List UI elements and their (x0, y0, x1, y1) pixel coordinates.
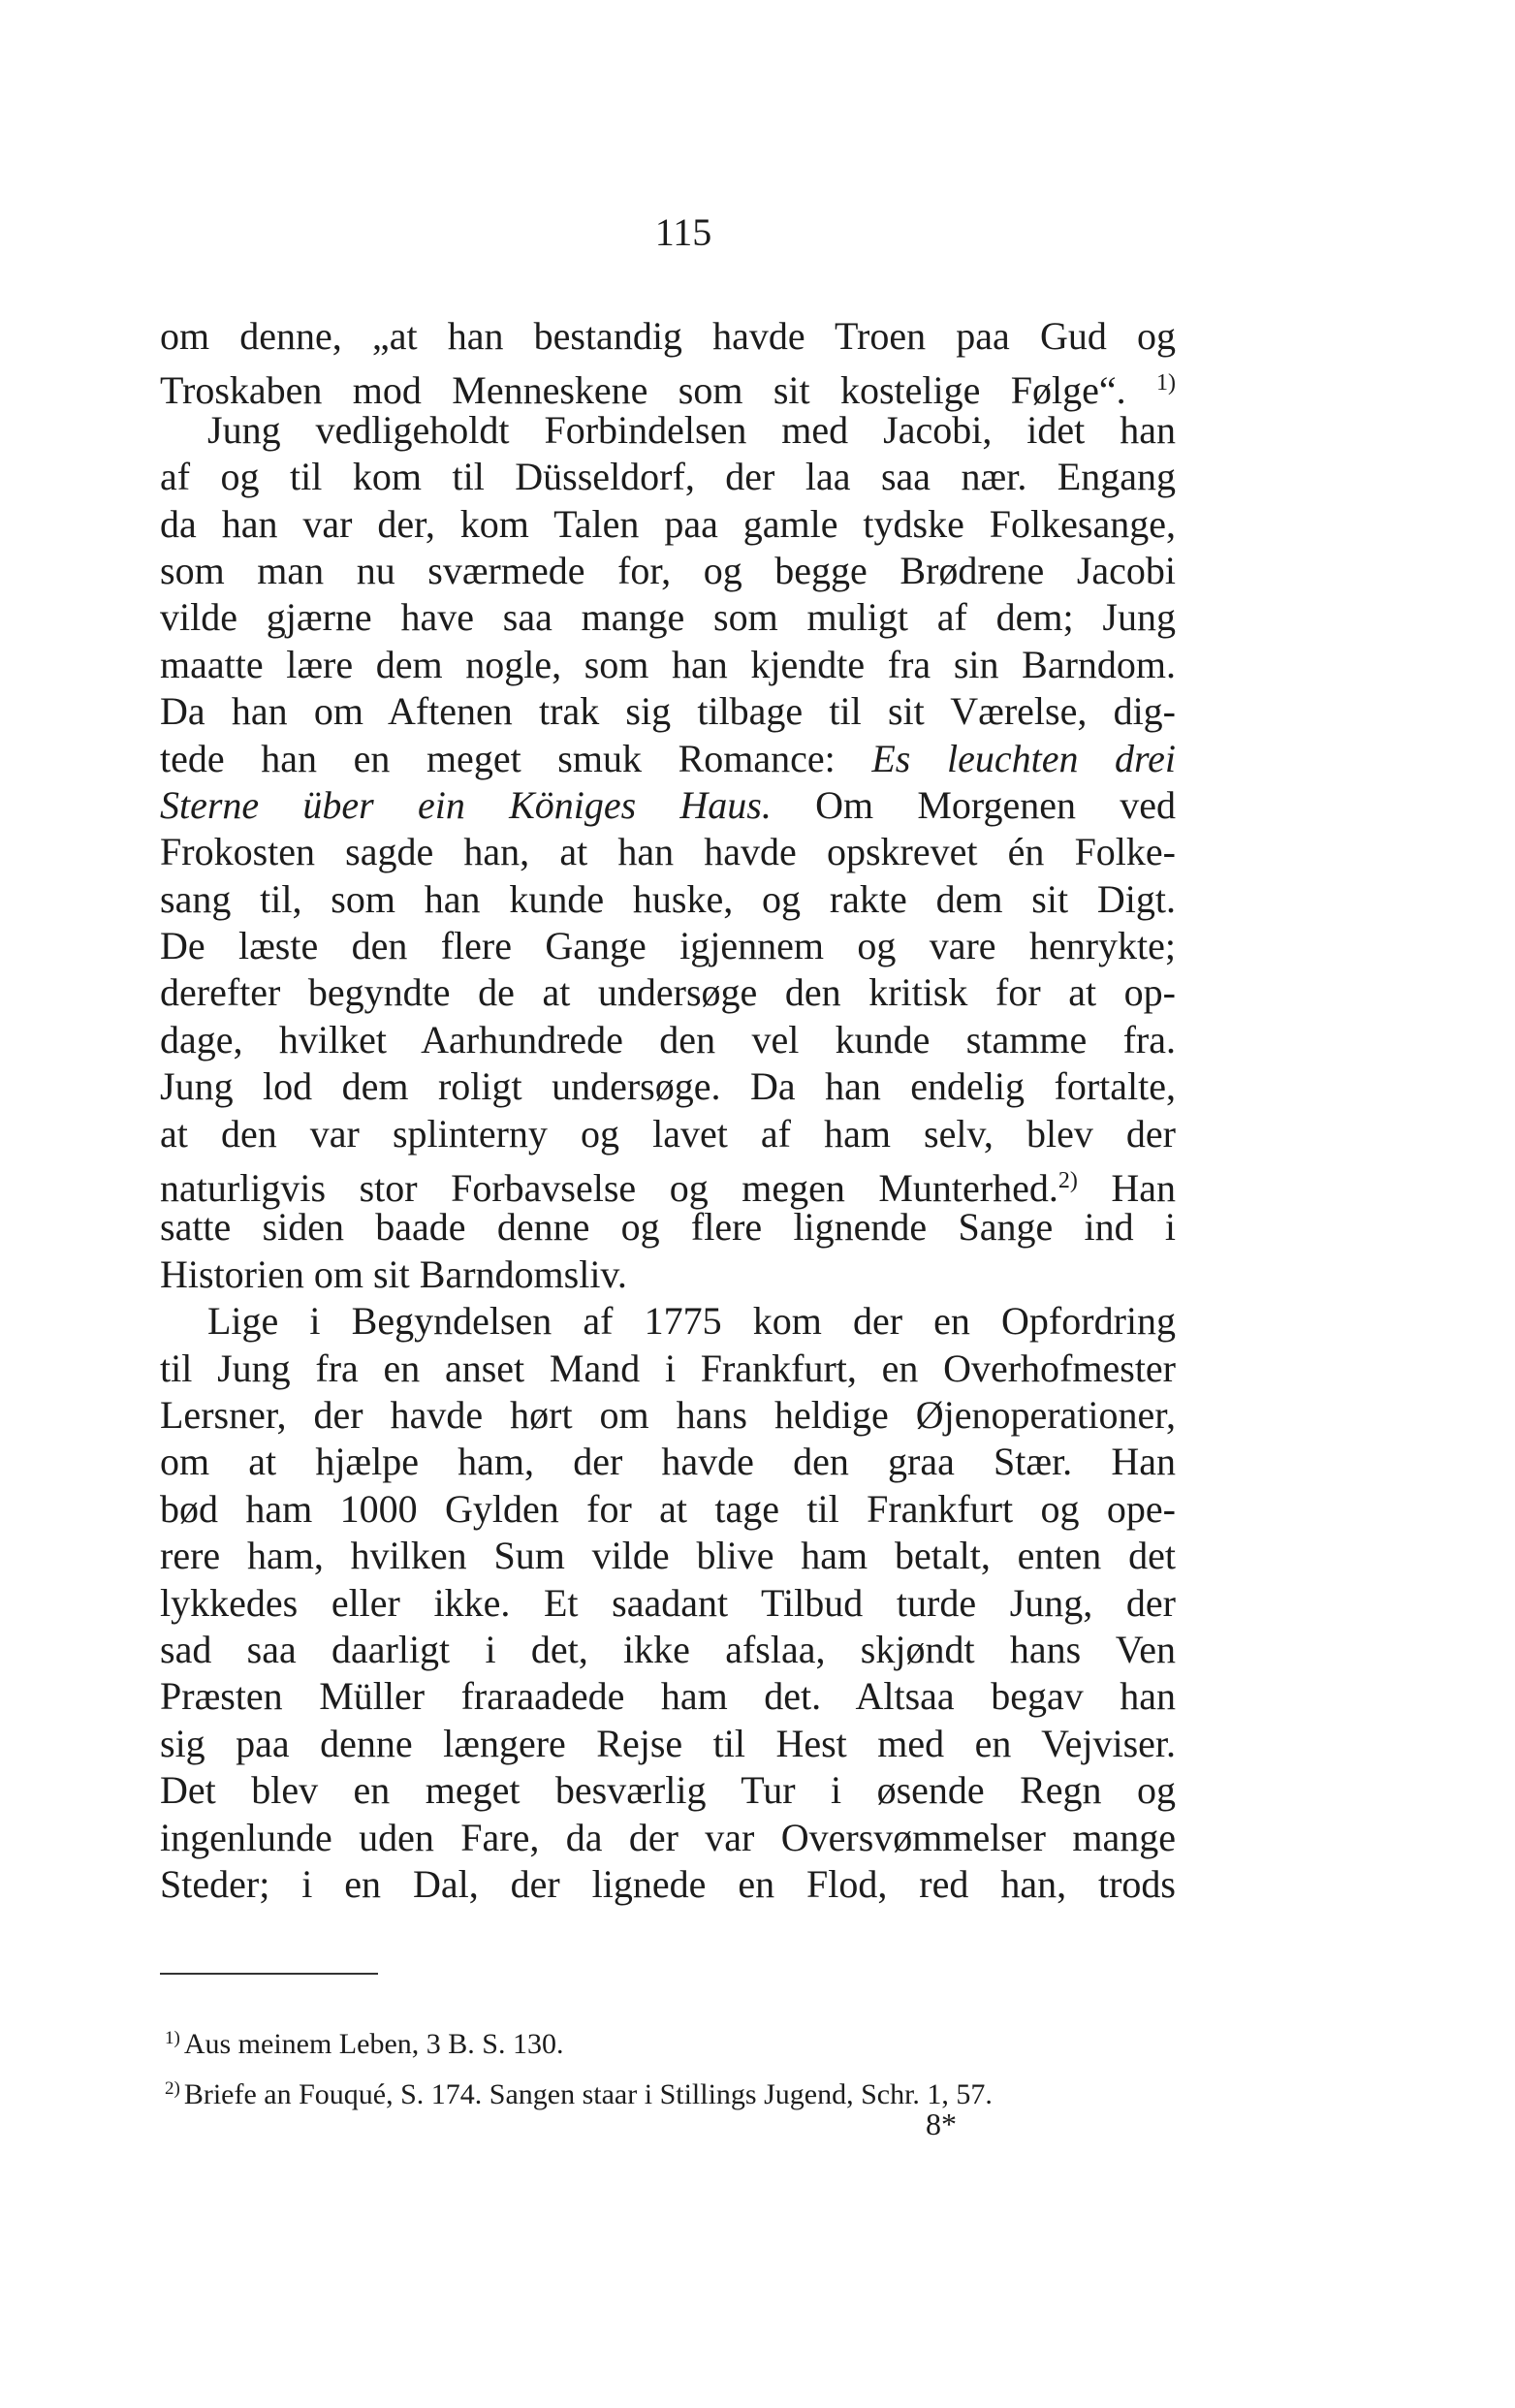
footnote-ref: 1) (1156, 370, 1177, 396)
footnote: $^{2)}$ Briefe an Fouqué, S. 174. Sangen staar i Stillings Jugend, Schr. 1, 57. (165, 2078, 993, 2110)
text-line: derefter begyndte de at undersøge den kritisk for at op- (160, 970, 1176, 1015)
italic-title: Es leuchten drei (871, 736, 1177, 780)
text-line: rere ham, hvilken Sum vilde blive ham betalt, enten det (160, 1534, 1176, 1578)
text-line: at den var splinterny og lavet af ham selv, blev der (160, 1111, 1176, 1156)
text-line: tede han en meget smuk Romance: Es leuchten drei (160, 736, 1177, 780)
page-number: 115 (654, 210, 712, 254)
text-line: sig paa denne længere Rejse til Hest med en Vejviser. (160, 1721, 1176, 1765)
text-line: ingenlunde uden Fare, da der var Oversvømmelser mange (160, 1815, 1176, 1859)
text-line: De læste den flere Gange igjennem og vare henrykte; (160, 924, 1176, 968)
text-line: Da han om Aftenen trak sig tilbage til sit Værelse, dig- (160, 689, 1176, 734)
text-line: af og til kom til Düsseldorf, der laa saa nær. Engang (160, 455, 1176, 499)
footnote-divider (160, 1973, 378, 1975)
signature-mark: 8* (926, 2107, 957, 2141)
text-line: som man nu sværmede for, og begge Brødrene Jacobi (160, 548, 1176, 592)
text-line: Troskaben mod Menneskene som sit kostelige Følge“. $^{1)}$ (160, 368, 1177, 413)
footnotes (165, 2016, 1183, 2117)
text-line: bød ham 1000 Gylden for at tage til Frankfurt og ope- (160, 1486, 1176, 1531)
text-line: dage, hvilket Aarhundrede den vel kunde stamme fra. (160, 1017, 1176, 1061)
text-line: om at hjælpe ham, der havde den graa Stær. Han (160, 1440, 1176, 1484)
text-line: Frokosten sagde han, at han havde opskrevet én Folke- (160, 830, 1176, 874)
text-line: Steder; i en Dal, der lignede en Flod, red han, trods (160, 1861, 1176, 1906)
footnote-marker: 2) (165, 2078, 180, 2099)
text-line: satte siden baade denne og flere lignende Sange ind i (160, 1205, 1176, 1250)
text-line: Lersner, der havde hørt om hans heldige Øjenoperationer, (160, 1392, 1176, 1437)
text-line: Jung vedligeholdt Forbindelsen med Jacobi, idet han (207, 407, 1176, 452)
text-line: lykkedes eller ikke. Et saadant Tilbud turde Jung, der (160, 1580, 1176, 1625)
text-line: Sterne über ein Königes Haus. Om Morgenen ved (160, 782, 1176, 827)
italic-title: Sterne über ein Königes Haus. (160, 782, 772, 827)
text-line: Det blev en meget besværlig Tur i øsende Regn og (160, 1768, 1176, 1813)
text-line: maatte lære dem nogle, som han kjendte fra sin Barndom. (160, 642, 1176, 686)
text-line: Lige i Begyndelsen af 1775 kom der en Opfordring (207, 1299, 1176, 1344)
text-line: Jung lod dem roligt undersøge. Da han endelig fortalte, (160, 1064, 1176, 1109)
text-line: da han var der, kom Talen paa gamle tydske Folkesange, (160, 501, 1176, 546)
text-line: til Jung fra en anset Mand i Frankfurt, en Overhofmester (160, 1346, 1176, 1390)
text-line: Præsten Müller fraraadede ham det. Altsaa begav han (160, 1674, 1176, 1719)
body-text (160, 313, 1176, 1908)
text-line: vilde gjærne have saa mange som muligt af dem; Jung (160, 595, 1176, 640)
text-line: Historien om sit Barndomsliv. (160, 1252, 627, 1296)
footnote-ref: 2) (1057, 1168, 1078, 1194)
footnote: $^{1)}$ Aus meinem Leben, 3 B. S. 130. (165, 2028, 564, 2060)
text-line: naturligvis stor Forbavselse og megen Munterhed.$^{2)}$ Han (160, 1166, 1177, 1211)
text-line: sad saa daarligt i det, ikke afslaa, skjøndt hans Ven (160, 1627, 1176, 1671)
footnote-marker: 1) (165, 2028, 180, 2048)
text-line: om denne, „at han bestandig havde Troen paa Gud og (160, 314, 1176, 358)
text-line: sang til, som han kunde huske, og rakte dem sit Digt. (160, 876, 1176, 921)
